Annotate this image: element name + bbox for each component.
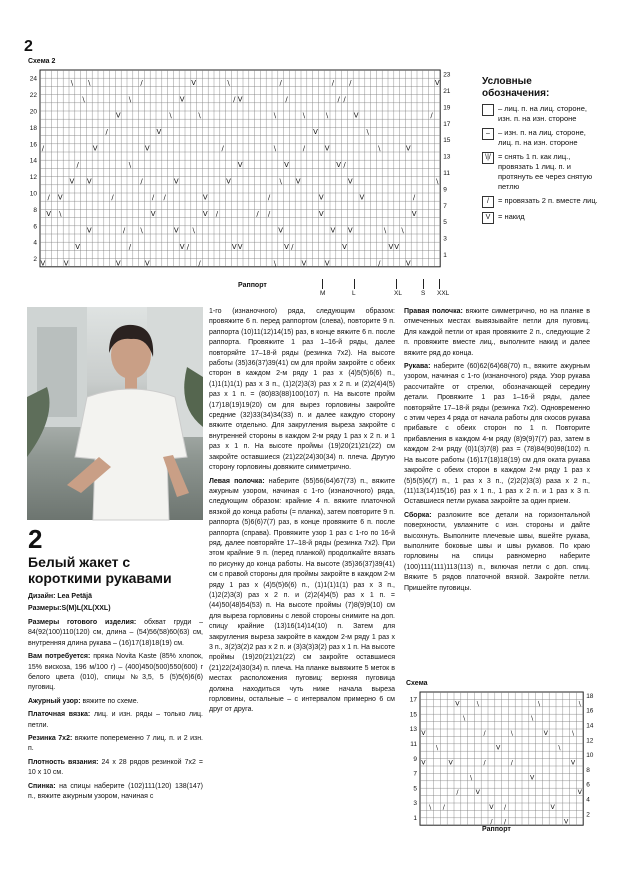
row-label-right: 8 [586, 766, 590, 774]
stitch-symbol: / [285, 95, 288, 104]
row-label-left: 3 [413, 800, 417, 808]
paragraph-heading: Ажурный узор: [28, 697, 81, 705]
stitch-symbol: / [198, 259, 201, 268]
stitch-symbol: V [434, 78, 440, 87]
row-label-left: 17 [409, 696, 417, 704]
stitch-symbol: \ [429, 803, 432, 811]
paragraph-heading: Правая полочка: [404, 308, 463, 315]
stitch-symbol: / [267, 210, 271, 219]
stitch-symbol: V [455, 700, 460, 708]
row-label-left: 8 [33, 206, 37, 214]
row-label-right: 4 [586, 796, 590, 804]
paragraph [404, 307, 590, 359]
stitch-symbol: V [421, 729, 426, 737]
size-mark: L [352, 290, 356, 297]
stitch-symbol: / [233, 95, 236, 104]
stitch-symbol: \ [383, 226, 387, 235]
row-label-right: 21 [443, 87, 451, 95]
row-label-right: 12 [586, 737, 594, 745]
row-label-left: 13 [409, 726, 417, 734]
stitch-symbol: V [411, 210, 417, 219]
stitch-symbol: \ [401, 226, 404, 235]
row-label-right: 15 [443, 137, 451, 145]
size-tick [439, 279, 440, 289]
stitch-symbol: \ [279, 177, 282, 186]
stitch-symbol: \ [537, 700, 541, 708]
paragraph-text: вяжите попеременно 7 лиц. п. и 2 изн. п. [28, 735, 203, 753]
stitch-symbol: \ [82, 95, 85, 104]
legend-items [482, 104, 602, 224]
legend-item [482, 196, 602, 208]
stitch-symbol: V [324, 144, 330, 153]
legend-text: – лиц. п. на лиц. стороне, изн. п. на изн. стороне [498, 104, 587, 123]
stitch-symbol: V [86, 226, 92, 235]
paragraph [28, 697, 203, 707]
stitch-symbol: V [231, 242, 237, 251]
stitch-symbol: V [388, 242, 394, 251]
stitch-symbol: \ [469, 774, 473, 782]
stitch-symbol: V [226, 177, 231, 186]
stitch-symbol: / [140, 177, 143, 186]
stitch-symbol: / [302, 144, 306, 153]
stitch-symbol: / [412, 193, 416, 202]
stitch-symbol: V [63, 259, 69, 268]
stitch-symbol: \ [578, 700, 581, 708]
stitch-symbol: V [46, 210, 52, 219]
stitch-symbol: V [577, 789, 582, 797]
stitch-symbol: \ [325, 111, 329, 120]
stitch-symbol: \ [227, 78, 230, 87]
paragraph-text: вяжите по схеме. [80, 697, 139, 705]
stitch-symbol: V [115, 259, 121, 268]
stitch-symbol: V [295, 177, 301, 186]
chart1-grid [28, 68, 451, 278]
paragraph [28, 618, 203, 649]
legend [482, 76, 602, 228]
paragraph-heading: Сборка: [404, 511, 432, 519]
pattern-number: 2 [28, 524, 43, 554]
stitch-symbol: \ [463, 715, 466, 723]
stitch-symbol: / [343, 95, 346, 104]
stitch-symbol: / [163, 193, 166, 202]
legend-text: = накид [498, 212, 525, 221]
stitch-symbol: / [122, 226, 126, 235]
row-label-right: 17 [443, 120, 451, 128]
stitch-symbol: V [237, 95, 243, 104]
chart2-grid [406, 690, 606, 840]
stitch-symbol: V [405, 144, 411, 153]
row-label-left: 24 [29, 75, 37, 83]
stitch-symbol: / [279, 78, 282, 87]
legend-symbol: – [482, 128, 494, 140]
legend-title-1: Условные [482, 76, 532, 87]
paragraph-heading: Левая полочка: [209, 477, 265, 485]
size-tick [423, 279, 424, 289]
row-label-left: 7 [413, 770, 417, 778]
stitch-symbol: / [111, 193, 114, 202]
stitch-symbol: V [301, 259, 307, 268]
stitch-symbol: V [353, 111, 359, 120]
row-label-right: 11 [443, 169, 450, 177]
legend-symbol: V [482, 212, 494, 224]
paragraph-text: вяжите симметрично, но на планке в отмеченных местах вывязывайте петли для пуговиц. Для каждой петли от края провяжите 2 п., следующие 2 п. провяжите вместе лиц., выполните накид и далее вяжите ряд до конца. [404, 308, 590, 357]
row-label-right: 19 [443, 104, 451, 112]
stitch-symbol: / [349, 78, 352, 87]
row-label-right: 7 [443, 202, 447, 210]
paragraph-heading: Резинка 7х2: [28, 735, 73, 743]
stitch-symbol: \ [192, 226, 195, 235]
stitch-symbol: V [92, 144, 98, 153]
paragraph [28, 758, 203, 779]
paragraph [404, 511, 590, 594]
text-column-2 [209, 307, 395, 862]
row-label-right: 6 [586, 781, 590, 789]
stitch-symbol: \ [88, 78, 91, 87]
stitch-symbol: \ [436, 177, 439, 186]
stitch-symbol: V [336, 160, 342, 169]
stitch-symbol: \ [558, 744, 561, 752]
stitch-symbol: / [151, 193, 155, 202]
stitch-symbol: \ [476, 700, 479, 708]
row-label-left: 5 [413, 785, 417, 793]
paragraph-heading: Плотность вязания: [28, 758, 99, 766]
row-label-right: 10 [586, 752, 594, 760]
paragraph-text: обхват груди – 84(92(100)110(120) см, длина – (54)56(58)60(63) см, внутренняя длина рукава – (16)17(18)18(19) см. [28, 619, 203, 647]
stitch-symbol: / [291, 242, 294, 251]
stitch-symbol: V [330, 226, 336, 235]
legend-text: = снять 1 п. как лиц., провязать 1 лиц. п. и протянуть ее через снятую петлю [498, 152, 593, 191]
text-column-1 [28, 618, 203, 860]
size-tick [354, 279, 355, 289]
stitch-symbol: / [41, 144, 45, 153]
row-label-left: 20 [29, 108, 37, 116]
stitch-symbol: / [186, 242, 190, 251]
stitch-symbol: \ [59, 210, 62, 219]
stitch-symbol: V [86, 177, 92, 186]
paragraph [28, 652, 203, 694]
stitch-symbol: / [503, 818, 507, 826]
stitch-symbol: V [144, 259, 150, 268]
stitch-symbol: \ [128, 95, 132, 104]
stitch-symbol: / [456, 789, 459, 797]
paragraph-text: разложите все детали на горизонтальной поверхности, увлажните с изн. стороны и дайте высохнуть. Выполните плечевые швы, вшейте рукава, выполните боковые швы и швы рукавов. По краю горловины на спицы равномерно наберите (100)111(111)113(113) п., включая петли с доп. спиц. Вяжите 5 рядов платочной вязкой. Закройте петли. Пришейте пуговицы. [404, 511, 590, 592]
chart2-rapport-label: Раппорт [482, 826, 511, 833]
row-label-left: 12 [29, 174, 37, 182]
row-label-left: 9 [413, 755, 417, 763]
stitch-symbol: V [237, 160, 243, 169]
paragraph [28, 710, 203, 731]
legend-item [482, 128, 602, 148]
stitch-symbol: / [76, 160, 79, 169]
stitch-symbol: \ [273, 259, 277, 268]
legend-item [482, 212, 602, 224]
stitch-symbol: \ [378, 144, 381, 153]
stitch-symbol: / [47, 193, 50, 202]
legend-symbol: \|/ [482, 152, 494, 164]
stitch-symbol: V [564, 818, 569, 826]
stitch-symbol: / [483, 759, 486, 767]
stitch-symbol: V [284, 160, 289, 169]
chart2-caption: Схема [406, 680, 428, 687]
page-number: 2 [24, 38, 33, 55]
size-mark: M [320, 290, 326, 297]
stitch-symbol: / [337, 95, 340, 104]
sizes-line [28, 604, 203, 614]
text-column-3 [404, 307, 590, 677]
row-label-right: 14 [586, 722, 594, 730]
stitch-symbol: V [202, 210, 208, 219]
paragraph-text: пряжа Novita Kaste (85% хлопок, 15% вискоза, 196 м/100 г) – (400)450(500)550(600) г белого цвета (010), спицы №3,5, 5 (5)5(6)6(6) пуговиц. [28, 653, 204, 692]
chart1-rapport-label: Раппорт [238, 282, 267, 289]
stitch-symbol: \ [273, 144, 277, 153]
stitch-symbol: / [490, 818, 493, 826]
stitch-symbol: / [105, 128, 108, 137]
stitch-symbol: V [57, 193, 63, 202]
stitch-symbol: / [503, 803, 507, 811]
stitch-symbol: / [221, 144, 224, 153]
design-label: Дизайн: [28, 593, 56, 600]
stitch-symbol: V [318, 210, 324, 219]
row-label-right: 5 [443, 219, 447, 227]
size-mark: XXL [437, 290, 450, 297]
row-label-right: 16 [586, 707, 594, 715]
stitch-symbol: / [430, 111, 433, 120]
stitch-symbol: V [179, 242, 185, 251]
stitch-symbol: \ [169, 111, 172, 120]
stitch-symbol: \ [531, 715, 534, 723]
paragraph [209, 307, 395, 474]
chart2 [406, 690, 606, 840]
row-label-right: 18 [586, 692, 594, 700]
stitch-symbol: / [483, 729, 486, 737]
row-label-right: 3 [443, 235, 447, 243]
stitch-symbol: V [347, 177, 353, 186]
row-label-left: 4 [33, 239, 37, 247]
legend-symbol [482, 104, 494, 116]
legend-title-2: обозначения: [482, 88, 550, 99]
stitch-symbol: V [318, 193, 324, 202]
stitch-symbol: V [324, 259, 330, 268]
pattern-title: Белый жакет с короткими рукавами [28, 554, 172, 586]
legend-item [482, 104, 602, 124]
stitch-symbol: / [331, 78, 335, 87]
stitch-symbol: \ [302, 111, 306, 120]
stitch-symbol: V [173, 177, 179, 186]
paragraph-heading: Платочная вязка: [28, 711, 91, 719]
row-label-right: 23 [443, 71, 451, 79]
stitch-symbol: V [144, 144, 150, 153]
stitch-symbol: V [496, 744, 501, 752]
stitch-symbol: V [156, 128, 162, 137]
paragraph [209, 477, 395, 716]
model-illustration [27, 307, 203, 520]
stitch-symbol: / [128, 242, 132, 251]
stitch-symbol: V [278, 226, 284, 235]
paragraph-text: лиц. и изн. ряды – только лиц. петли. [28, 711, 203, 729]
stitch-symbol: V [237, 242, 243, 251]
legend-symbol: / [482, 196, 494, 208]
paragraph-heading: Размеры готового изделия: [28, 619, 137, 626]
stitch-symbol: V [394, 242, 400, 251]
paragraph-heading: Рукава: [404, 363, 431, 371]
stitch-symbol: \ [198, 111, 201, 120]
stitch-symbol: V [179, 95, 185, 104]
stitch-symbol: \ [435, 744, 439, 752]
sizes-label: Размеры: [28, 605, 62, 612]
sizes-value: S(M)L(XL(XXL) [61, 605, 111, 612]
paragraph-text: на спицы наберите (102)111(120) 138(147) п., вяжите ажурным узором, начиная с [28, 782, 203, 801]
stitch-symbol: / [510, 759, 513, 767]
stitch-symbol: V [448, 759, 453, 767]
row-label-right: 13 [443, 153, 451, 161]
stitch-symbol: V [40, 259, 46, 268]
row-label-left: 15 [409, 711, 417, 719]
legend-text: = провязать 2 п. вместе лиц. [498, 196, 598, 205]
stitch-symbol: / [140, 78, 143, 87]
size-tick [396, 279, 397, 289]
row-label-left: 6 [33, 223, 37, 231]
paragraph-text: 1-го (изнаночного) ряда, следующим образом: провяжите 6 п. перед раппортом (слева), повторите 9 п. раппорта (10)11(12)14(15) раз, в конце вяжите 6 п. после раппорта. Провяжите 1 раз 1–16-й ряды, далее повторяйте 17–18-й ряды (резинка 7х2). На высоте работы (35)36(37)39(41) см для пройм закройте с обеих сторон в каждом 2-м ряду 1 раз х (4)5(5)6(6) п., (1)1(1)1(1) раз х 3 п., (1)2(2)3(3) раз х 2 п. и (2)2(4)4(5) раз х 1 п. = (80)83(88)100(107) п. На высоте пройм (17)18(19)19(20) см для вырез горловины закройте средние (32)33(34)34(33) п. и далее каждую сторону вяжите отдельно. Для закругления выреза закройте с внутренней стороны в каждом 2-м ряду 1 раз х 2 п. и 1 раз х 1 п. На высоте проймы (19)20(21)21(22) см закройте оставшиеся (21)22(24)30(34) п. плеча. Другую сторону горловины довяжите симметрично. [209, 308, 395, 472]
paragraph-text: наберите (55)56(64)67(73) п., вяжите ажурным узором, начиная с 1-го (изнаночного) ряда, следующим образом: крайние 4 п. вяжите платочной вязкой до конца работы (= планка), затем повторите 9 п. раппорта (5)6(6)7(7) раз, в конце провяжите 6 п. после раппорта (справа). Провяжите узор 1 раз с 1-го по 16-й ряд, далее повторяйте 17–18-й ряды (резинка 7х2). При этом крайние 9 п. (перед планкой) продолжайте вязать по рисунку до конца работы. На высоте (35)36(37)39(41) см с правой стороны для проймы закройте в каждом 2-м ряду 1 раз х (4)5(5)6(6) п., (1)1(1)1(1) раз х 3 п., (1)2(2)3(3) раз х 2 п. и (2)2(4)4(5) раз х 1 п. = (44)50(48)54(53) п. На высоте проймы (7)8(9)9(10) см для выреза горловины с левой стороны снимите на доп. спицу крайние (13)16(14)14(10) п. Затем для закругления выреза закройте в каждом 2-м ряду 1 раз х 3 п., 3(2)3(2)2 раз х 2 п. и (3)3(3)3(2) раз х 1 п. На высоте проймы (19)20(21)21(22) см закройте оставшиеся (21)22(24)30(34) п. плеча. На планке вывяжите 5 меток в местах расположения пуговиц: верхняя пуговица должна находиться чуть ниже начала выреза горловины, остальные – с интервалом примерно 6 см друг от друга. [209, 477, 396, 714]
row-label-left: 16 [29, 141, 37, 149]
row-label-right: 1 [443, 251, 447, 259]
stitch-symbol: V [202, 193, 208, 202]
stitch-symbol: V [284, 242, 289, 251]
stitch-symbol: V [405, 259, 411, 268]
model-photo [27, 307, 203, 520]
row-label-left: 2 [33, 256, 37, 264]
stitch-symbol: \ [366, 128, 369, 137]
stitch-symbol: V [359, 193, 365, 202]
stitch-symbol: V [421, 759, 426, 767]
stitch-symbol: V [543, 729, 548, 737]
paragraph-text: наберите (60)62(64)68(70) п., вяжите ажурным узором, начиная с 1-го (изнаночного) ряда. Узор рукава рассчитайте от стрелки, обозначающей середину детали. Провяжите 1 раз 1–16-й ряды, далее повторяйте 17–18-й ряды (резинка 7х2). Одновременно с этим через 4 ряда от начала работы для скосов рукава прибавьте с обеих сторон по 1 п. Повторите прибавления в каждом 4-м ряду (8)9(9)7(7) раз, затем в каждом 2-м ряду (0)1(3)7(8) раз = (78)84(90)98(102) п. На высоте работы (16)17(18)18(19) см для оката рукава закройте с обеих сторон в каждом 2-м ряду 1 раз х (5)5(5)6(7) п., 1 раз х 3 п., (2)2(2)3(3) раза х 2 п., (11)13(14)15(16) раз х 1 п., 1 раз х 2 п. и 1 раз х 3 п. Оставшиеся петли рукава закройте за один прием. [404, 363, 590, 506]
stitch-symbol: \ [70, 78, 74, 87]
paragraph [404, 362, 590, 508]
size-mark: S [421, 290, 426, 297]
row-label-left: 11 [410, 741, 417, 749]
paragraph-heading: Вам потребуется: [28, 653, 91, 661]
paragraph [28, 782, 203, 803]
paragraph-heading: Спинка: [28, 782, 56, 790]
chart1 [28, 68, 451, 278]
chart1-caption: Схема 2 [28, 58, 56, 65]
stitch-symbol: \ [510, 729, 513, 737]
stitch-symbol: / [378, 259, 381, 268]
stitch-symbol: / [267, 193, 271, 202]
row-label-left: 10 [29, 190, 37, 198]
row-label-left: 1 [413, 815, 417, 823]
size-mark: XL [394, 290, 402, 297]
stitch-symbol: V [191, 78, 197, 87]
stitch-symbol: V [550, 803, 555, 811]
stitch-symbol: V [570, 759, 576, 767]
stitch-symbol: V [347, 226, 353, 235]
grid-cells [420, 692, 583, 826]
legend-text: – изн. п. на лиц. стороне, лиц. п. на изн. стороне [498, 128, 586, 147]
stitch-symbol: V [173, 226, 179, 235]
stitch-symbol: V [489, 803, 494, 811]
stitch-symbol: V [115, 111, 121, 120]
stitch-symbol: \ [140, 226, 143, 235]
paragraph-text: 24 х 28 рядов резинкой 7х2 = 10 х 10 см. [28, 758, 203, 777]
grid-cells [40, 70, 440, 267]
design-value: Lea Petäjä [57, 593, 93, 600]
stitch-symbol: V [530, 774, 535, 782]
stitch-symbol: V [75, 242, 81, 251]
stitch-symbol: / [442, 803, 445, 811]
row-label-left: 14 [29, 157, 37, 165]
stitch-symbol: V [475, 789, 480, 797]
design-line [28, 592, 203, 602]
stitch-symbol: V [69, 177, 75, 186]
row-label-left: 22 [29, 92, 37, 100]
row-label-right: 2 [586, 811, 590, 819]
size-tick [322, 279, 323, 289]
row-label-right: 9 [443, 186, 447, 194]
stitch-symbol: / [256, 210, 259, 219]
legend-item [482, 152, 602, 192]
paragraph [28, 734, 203, 755]
stitch-symbol: \ [273, 111, 277, 120]
row-label-left: 18 [29, 124, 37, 132]
stitch-symbol: \ [571, 729, 575, 737]
stitch-symbol: V [342, 242, 347, 251]
stitch-symbol: \ [128, 160, 132, 169]
stitch-symbol: V [313, 128, 318, 137]
stitch-symbol: V [150, 210, 156, 219]
stitch-symbol: / [215, 210, 219, 219]
stitch-symbol: / [343, 160, 346, 169]
